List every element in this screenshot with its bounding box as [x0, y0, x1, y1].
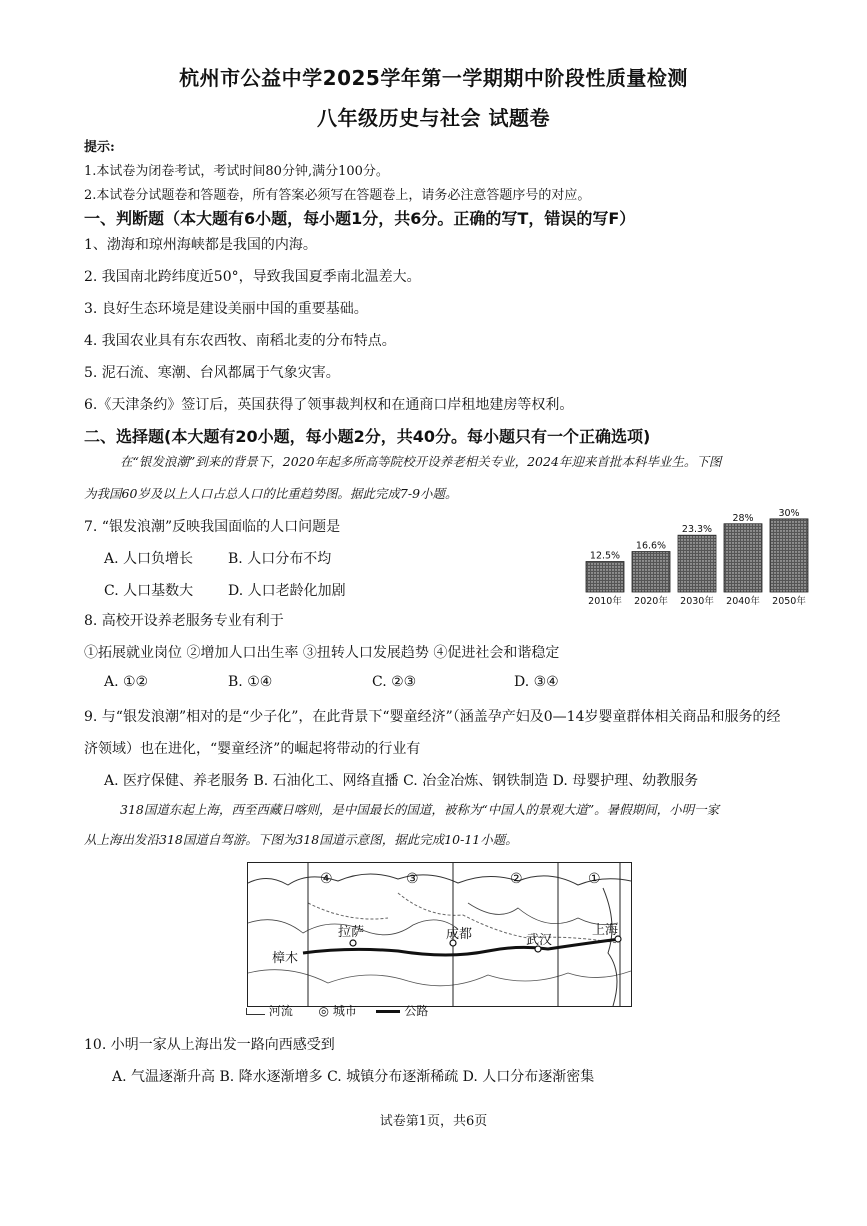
- river-legend-label: 河流: [268, 1004, 293, 1018]
- q7-option-b: B. 人口分布不均: [228, 551, 332, 567]
- tip-item: 2.本试卷分试题卷和答题卷，所有答案必须写在答题卷上，请务必注意答题序号的对应。: [84, 188, 591, 203]
- chart-bar: [586, 562, 624, 592]
- city-label-lhasa: 拉萨: [338, 925, 365, 940]
- q7-option-d: D. 人口老龄化加剧: [228, 583, 346, 599]
- zone-label: ④: [320, 871, 333, 887]
- chart-bar: [678, 535, 716, 592]
- chart-bar: [724, 524, 762, 592]
- exam-title: 杭州市公益中学2025学年第一学期期中阶段性质量检测: [179, 66, 688, 90]
- q7-option-c: C. 人口基数大: [104, 583, 194, 599]
- question-3: 3. 良好生态环境是建设美丽中国的重要基础。: [84, 301, 368, 317]
- tips-label: 提示:: [84, 140, 115, 155]
- q10-options: A. 气温逐渐升高 B. 降水逐渐增多 C. 城镇分布逐渐稀疏 D. 人口分布逐渐密集: [112, 1069, 595, 1085]
- zone-label: ①: [588, 871, 601, 887]
- zone-label: ③: [406, 871, 419, 887]
- chart-category-label: 2040年: [726, 596, 760, 607]
- chart-category-label: 2020年: [634, 596, 668, 607]
- chart-category-label: 2030年: [680, 596, 714, 607]
- tip-item: 1.本试卷为闭卷考试，考试时间80分钟,满分100分。: [84, 164, 389, 179]
- q8-option-c: C. ②③: [372, 674, 417, 690]
- city-legend-label: 城市: [332, 1004, 357, 1018]
- question-10: 10. 小明一家从上海出发一路向西感受到: [84, 1037, 335, 1053]
- city-label-chengdu: 成都: [446, 927, 473, 942]
- question-9: 9. 与“银发浪潮”相对的是“少子化”，在此背景下“婴童经济”（涵盖孕产妇及0—14岁婴童群体相关商品和服务的经: [84, 709, 781, 725]
- map-legend: [246, 1002, 428, 1019]
- chart-value-label: 30%: [778, 507, 800, 519]
- q8-option-b: B. ①④: [228, 674, 273, 690]
- section1-heading: 一、判断题（本大题有6小题，每小题1分，共6分。正确的写T，错误的写F）: [84, 209, 636, 228]
- river-legend-icon: [246, 1008, 265, 1015]
- aging-population-chart: [582, 500, 812, 610]
- city-legend-icon: ◎: [318, 1004, 329, 1018]
- question-2: 2. 我国南北跨纬度近50°，导致我国夏季南北温差大。: [84, 269, 421, 285]
- city-label-wuhan: 武汉: [526, 933, 553, 948]
- city-label-shanghai: 上海: [592, 923, 619, 938]
- chart-category-label: 2050年: [772, 596, 806, 607]
- chart-value-label: 23.3%: [681, 524, 713, 536]
- question-7: 7. “银发浪潮”反映我国面临的人口问题是: [84, 519, 341, 535]
- section2-intro: 为我国60岁及以上人口占总人口的比重趋势图。据此完成7-9小题。: [84, 486, 458, 501]
- chart-category-label: 2010年: [588, 596, 622, 607]
- q8-option-a: A. ①②: [104, 674, 149, 690]
- city-marker-lhasa: [350, 940, 356, 946]
- zone-label: ②: [510, 871, 523, 887]
- question-9-cont: 济领域）也在进化，“婴童经济”的崛起将带动的行业有: [84, 741, 421, 757]
- section2-heading: 二、选择题(本大题有20小题，每小题2分，共40分。每小题只有一个正确选项): [84, 427, 651, 446]
- question-4: 4. 我国农业具有东农西牧、南稻北麦的分布特点。: [84, 333, 396, 349]
- road-legend-icon: [376, 1010, 400, 1013]
- city-label-zhangmu: 樟木: [272, 951, 299, 966]
- section2-intro: 从上海出发沿318国道自驾游。下图为318国道示意图，据此完成10-11小题。: [84, 832, 518, 847]
- page-footer: 试卷第1页，共6页: [379, 1114, 488, 1129]
- question-8: 8. 高校开设养老服务专业有利于: [84, 613, 284, 629]
- section2-intro: 在“银发浪潮”到来的背景下，2020年起多所高等院校开设养老相关专业，2024年迎来首批本科毕业生。下图: [120, 454, 722, 469]
- route-318-map: [247, 862, 632, 1007]
- question-5: 5. 泥石流、寒潮、台风都属于气象灾害。: [84, 365, 340, 381]
- q7-option-a: A. 人口负增长: [104, 551, 194, 567]
- q8-option-d: D. ③④: [514, 674, 559, 690]
- chart-value-label: 28%: [732, 512, 754, 524]
- chart-bar: [632, 552, 670, 592]
- question-6: 6.《天津条约》签订后，英国获得了领事裁判权和在通商口岸租地建房等权利。: [84, 397, 574, 413]
- q8-items: ①拓展就业岗位 ②增加人口出生率 ③扭转人口发展趋势 ④促进社会和谐稳定: [84, 645, 560, 661]
- chart-value-label: 16.6%: [635, 540, 667, 552]
- section2-intro: 318国道东起上海，西至西藏日喀则，是中国最长的国道，被称为“中国人的景观大道”。暑假期间，小明一家: [120, 802, 720, 817]
- chart-value-label: 12.5%: [589, 550, 621, 562]
- question-1: 1、渤海和琼州海峡都是我国的内海。: [84, 237, 317, 253]
- chart-bar: [770, 519, 808, 592]
- q9-options: A. 医疗保健、养老服务 B. 石油化工、网络直播 C. 冶金冶炼、钢铁制造 D. 母婴护理、幼教服务: [104, 773, 699, 789]
- exam-subtitle: 八年级历史与社会 试题卷: [317, 106, 550, 130]
- road-legend-label: 公路: [404, 1004, 429, 1018]
